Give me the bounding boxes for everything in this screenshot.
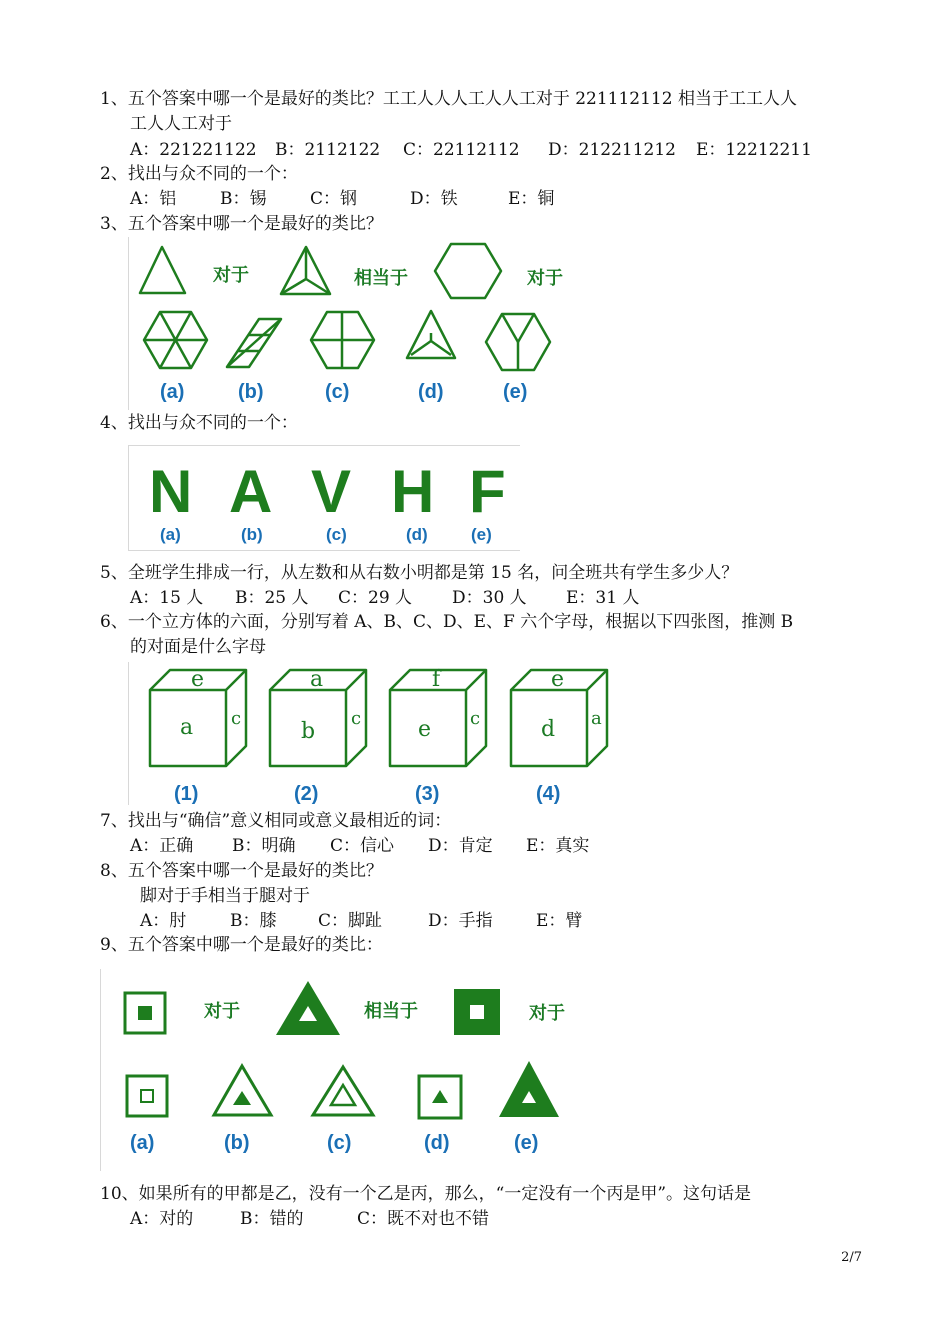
q3-option-c-figure [311,312,374,368]
q1-stem-line1: 1、五个答案中哪一个是最好的类比？工工人人人工人人工对于 221112112 相当于工工人人 [100,89,797,109]
q8-option-b: B：膝 [230,911,277,931]
q1-option-a: A：221221122 [130,140,257,160]
q3-hexagon [435,244,501,298]
q4-letter-a: A [229,458,273,525]
q4-caption-a: (a) [160,525,181,544]
q9-option-d-figure [419,1076,461,1118]
q5-option-e: E：31 人 [566,588,640,608]
q6-stem-line2: 的对面是什么字母 [130,637,266,657]
q10-option-c: C：既不对也不错 [357,1209,490,1229]
q4-caption-e: (e) [471,525,492,544]
q6-cube3-front: e [418,717,432,742]
q1-option-c: C：22112112 [403,140,520,160]
q6-cube2-front: b [301,719,316,744]
q9-big-filled-square [454,989,500,1035]
q4-letter-n: N [149,458,193,525]
q5-option-a: A：15 人 [130,588,204,608]
q7-option-d: D：肯定 [428,836,493,856]
q9-caption-a: (a) [130,1132,155,1154]
q6-cube1-side: c [231,708,242,729]
q3-stem: 3、五个答案中哪一个是最好的类比？ [100,214,383,234]
q3-caption-e: (e) [503,381,528,403]
q6-cube2-side: c [351,708,362,729]
q3-caption-b: (b) [238,381,264,403]
q6-cube2-top: a [310,667,324,692]
q3-triangle-center-lines [281,247,330,294]
q2-option-e: E：铜 [508,189,555,209]
q8-stem: 8、五个答案中哪一个是最好的类比？ [100,861,383,881]
q3-triangle [140,247,185,293]
q8-option-c: C：脚趾 [318,911,383,931]
q6-caption-3: (3) [415,783,440,805]
q3-caption-c: (c) [325,381,350,403]
q4-caption-b: (b) [241,525,263,544]
q2-option-c: C：钢 [310,189,358,209]
q9-option-b-figure [214,1066,271,1115]
q2-option-b: B：锡 [220,189,267,209]
q9-caption-e: (e) [514,1132,539,1154]
q8-option-e: E：臂 [536,911,583,931]
q6-cube4-side: a [591,708,602,729]
page-number: 2/7 [841,1250,862,1265]
q9-caption-d: (d) [424,1132,450,1154]
q1-option-d: D：212211212 [548,140,676,160]
q1-option-b: B：2112122 [275,140,381,160]
q5-option-d: D：30 人 [452,588,527,608]
q3-option-e-figure [486,314,550,370]
q3-figure [128,237,578,410]
q8-sub: 脚对于手相当于腿对于 [140,886,310,906]
q6-stem-line1: 6、一个立方体的六面，分别写着 A、B、C、D、E、F 六个字母，根据以下四张图，推测 B [100,612,794,632]
q3-caption-a: (a) [160,381,185,403]
q2-stem: 2、找出与众不同的一个： [100,164,298,184]
q7-stem: 7、找出与“确信”意义相同或意义最相近的词： [100,811,452,831]
q6-caption-1: (1) [174,783,199,805]
q9-word-duiyu-2: 对于 [529,1003,565,1024]
q3-caption-d: (d) [418,381,444,403]
q7-option-e: E：真实 [526,836,590,856]
q9-word-xiangdangyu: 相当于 [364,1001,418,1022]
q9-option-c-figure [313,1067,373,1115]
q6-cube1-front: a [180,715,194,740]
q4-figure [128,445,520,551]
q9-stem: 9、五个答案中哪一个是最好的类比： [100,935,383,955]
q6-cube4-front: d [541,717,556,742]
q1-stem-line2: 工人人工对于 [130,114,232,134]
q7-option-c: C：信心 [330,836,395,856]
q9-caption-b: (b) [224,1132,250,1154]
q10-option-b: B：错的 [240,1209,304,1229]
q6-caption-4: (4) [536,783,561,805]
q6-caption-2: (2) [294,783,319,805]
q4-letter-v: V [311,458,352,525]
q9-small-square-with-filled-square [125,993,165,1033]
q1-option-e: E：12212211 [696,140,812,160]
q3-word-duiyu-1: 对于 [213,265,249,286]
q10-stem: 10、如果所有的甲都是乙，没有一个乙是丙，那么，“一定没有一个丙是甲”。这句话是 [100,1184,752,1204]
q3-word-duiyu-2: 对于 [527,268,563,289]
q6-cube1-top: e [191,667,205,692]
q3-option-d-figure [407,311,455,358]
q4-letter-h: H [391,458,435,525]
q9-option-a-figure [127,1076,167,1116]
q7-option-b: B：明确 [232,836,296,856]
q6-cube4-top: e [551,667,565,692]
q9-word-duiyu-1: 对于 [204,1001,240,1022]
q10-option-a: A：对的 [130,1209,194,1229]
q2-option-d: D：铁 [410,189,458,209]
q4-caption-c: (c) [326,525,347,544]
q8-option-d: D：手指 [428,911,493,931]
q3-option-a-figure [144,312,207,368]
q9-figure [100,969,591,1171]
q3-word-xiangdangyu: 相当于 [354,268,408,289]
q2-option-a: A：铝 [130,189,177,209]
q9-big-filled-triangle [276,981,340,1035]
q6-cube3-top: f [432,667,441,692]
q5-option-c: C：29 人 [338,588,413,608]
q6-figure [128,662,634,805]
q9-option-e-figure [499,1061,559,1117]
q7-option-a: A：正确 [130,836,194,856]
q5-stem: 5、全班学生排成一行，从左数和从右数小明都是第 15 名，问全班共有学生多少人？ [100,563,739,583]
q9-caption-c: (c) [327,1132,352,1154]
q4-caption-d: (d) [406,525,428,544]
q5-option-b: B：25 人 [235,588,309,608]
q8-option-a: A：肘 [140,911,187,931]
q6-cube3-side: c [470,708,481,729]
q4-letter-f: F [469,458,506,525]
q4-stem: 4、找出与众不同的一个： [100,413,298,433]
q3-option-b-figure [227,319,281,367]
